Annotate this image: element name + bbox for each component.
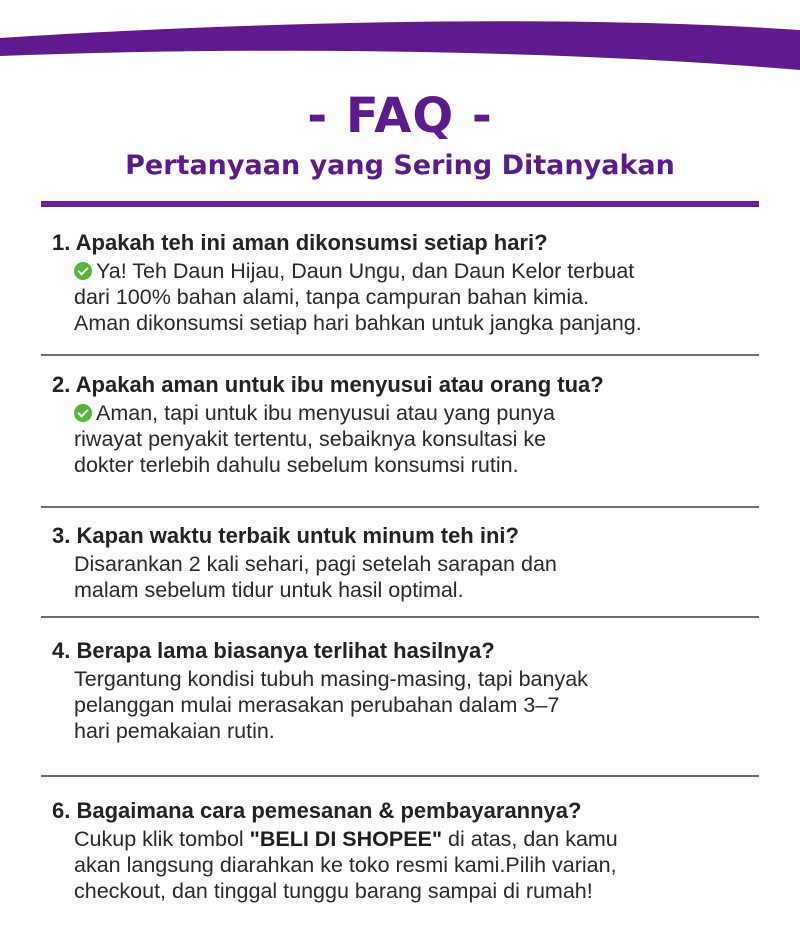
answer-line: checkout, dan tinggal tunggu barang sampai di rumah! bbox=[74, 879, 593, 903]
divider bbox=[41, 506, 759, 508]
answer-line: Tergantung kondisi tubuh masing-masing, tapi banyak bbox=[74, 667, 588, 691]
faq-item-1 bbox=[52, 228, 752, 336]
answer-line: malam sebelum tidur untuk hasil optimal. bbox=[74, 578, 464, 602]
answer-line: pelanggan mulai merasakan perubahan dalam 3–7 bbox=[74, 693, 560, 717]
faq-question: 4. Berapa lama biasanya terlihat hasilnya? bbox=[52, 638, 495, 663]
check-circle-icon bbox=[74, 404, 92, 422]
page-title: - FAQ - bbox=[307, 88, 493, 144]
faq-answer bbox=[74, 666, 752, 744]
faq-item-3 bbox=[52, 521, 752, 603]
answer-line: Aman, tapi untuk ibu menyusui atau yang punya bbox=[96, 401, 555, 425]
faq-question: 6. Bagaimana cara pemesanan & pembayarannya? bbox=[52, 798, 582, 823]
divider bbox=[41, 616, 759, 618]
page-subtitle: Pertanyaan yang Sering Ditanyakan bbox=[125, 150, 675, 181]
faq-question: 3. Kapan waktu terbaik untuk minum teh ini? bbox=[52, 523, 519, 548]
faq-item-6 bbox=[52, 796, 752, 904]
divider bbox=[41, 775, 759, 777]
answer-line: dari 100% bahan alami, tanpa campuran bahan kimia. bbox=[74, 285, 590, 309]
divider bbox=[41, 354, 759, 356]
answer-line: Disarankan 2 kali sehari, pagi setelah sarapan dan bbox=[74, 552, 557, 576]
answer-line: dokter terlebih dahulu sebelum konsumsi rutin. bbox=[74, 453, 519, 477]
shopee-button-reference: "BELI DI SHOPEE" bbox=[249, 827, 443, 851]
faq-answer bbox=[74, 258, 752, 336]
faq-answer bbox=[74, 400, 752, 478]
faq-item-2 bbox=[52, 370, 752, 478]
answer-text: Cukup klik tombol bbox=[74, 827, 250, 851]
answer-text: di atas, dan kamu bbox=[442, 827, 618, 851]
answer-line: Ya! Teh Daun Hijau, Daun Ungu, dan Daun Kelor terbuat bbox=[96, 259, 635, 283]
faq-answer bbox=[74, 551, 752, 603]
answer-line: akan langsung diarahkan ke toko resmi kami.Pilih varian, bbox=[74, 853, 617, 877]
answer-line: Aman dikonsumsi setiap hari bahkan untuk jangka panjang. bbox=[74, 311, 642, 335]
faq-answer bbox=[74, 826, 752, 904]
faq-question: 2. Apakah aman untuk ibu menyusui atau orang tua? bbox=[52, 372, 604, 397]
answer-line: riwayat penyakit tertentu, sebaiknya konsultasi ke bbox=[74, 427, 547, 451]
faq-question: 1. Apakah teh ini aman dikonsumsi setiap hari? bbox=[52, 230, 548, 255]
title-underline bbox=[41, 201, 759, 207]
top-swoosh-banner bbox=[0, 0, 800, 90]
answer-line: hari pemakaian rutin. bbox=[74, 719, 275, 743]
check-circle-icon bbox=[74, 262, 92, 280]
faq-item-4 bbox=[52, 636, 752, 744]
